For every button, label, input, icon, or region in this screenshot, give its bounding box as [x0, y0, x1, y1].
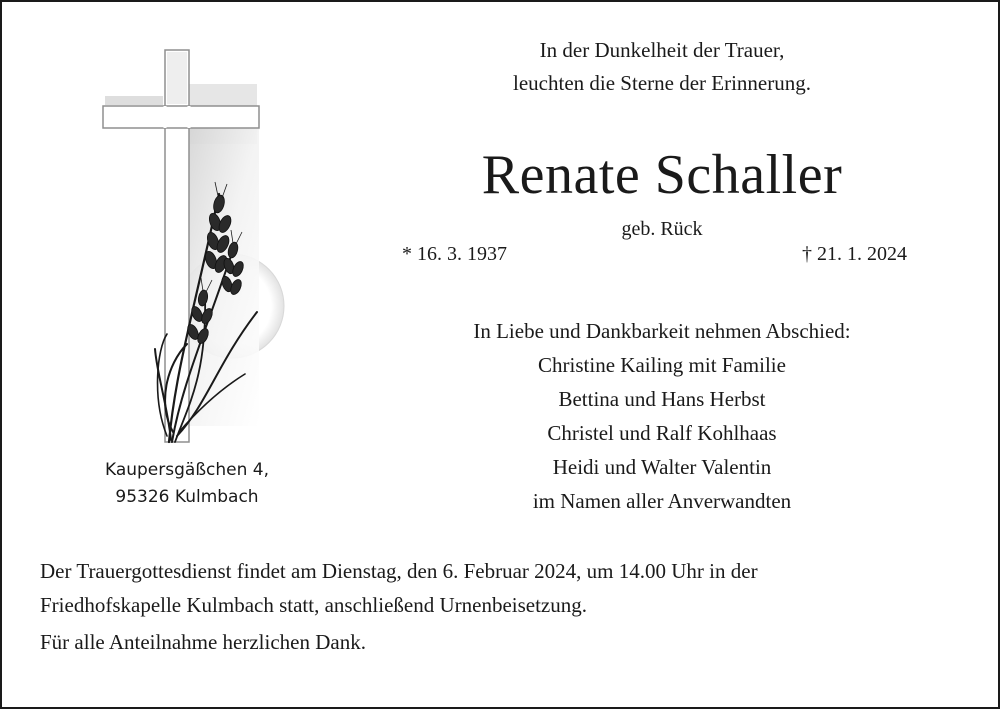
- mourner-name: Christine Kailing mit Familie: [538, 353, 786, 377]
- mourner-name: im Namen aller Anverwandten: [532, 489, 792, 513]
- address-city: 95326 Kulmbach: [115, 487, 259, 507]
- mourners-list: [362, 314, 962, 518]
- mourners-intro: In Liebe und Dankbarkeit nehmen Abschied:: [473, 319, 851, 343]
- address: [62, 457, 312, 511]
- service-details: [40, 554, 960, 622]
- deceased-name: Renate Schaller: [481, 144, 843, 206]
- birth-date: * 16. 3. 1937: [402, 243, 507, 265]
- motto-line-1: In der Dunkelheit der Trauer,: [539, 38, 785, 62]
- motto: [362, 34, 962, 100]
- service-line-2: Friedhofskapelle Kulmbach statt, anschließend Urnenbeisetzung.: [40, 593, 588, 617]
- thanks-note: Für alle Anteilnahme herzlichen Dank.: [40, 630, 366, 654]
- maiden-name: geb. Rück: [621, 218, 703, 240]
- cross-with-wheat-icon: [97, 44, 297, 454]
- address-street: Kaupersgäßchen 4,: [104, 460, 270, 480]
- death-date: † 21. 1. 2024: [802, 243, 907, 265]
- mourner-name: Christel und Ralf Kohlhaas: [547, 421, 777, 445]
- motto-line-2: leuchten die Sterne der Erinnerung.: [513, 71, 811, 95]
- mourner-name: Heidi und Walter Valentin: [552, 455, 772, 479]
- service-line-1: Der Trauergottesdienst findet am Dienstag, den 6. Februar 2024, um 14.00 Uhr in der: [40, 559, 758, 583]
- mourner-name: Bettina und Hans Herbst: [558, 387, 766, 411]
